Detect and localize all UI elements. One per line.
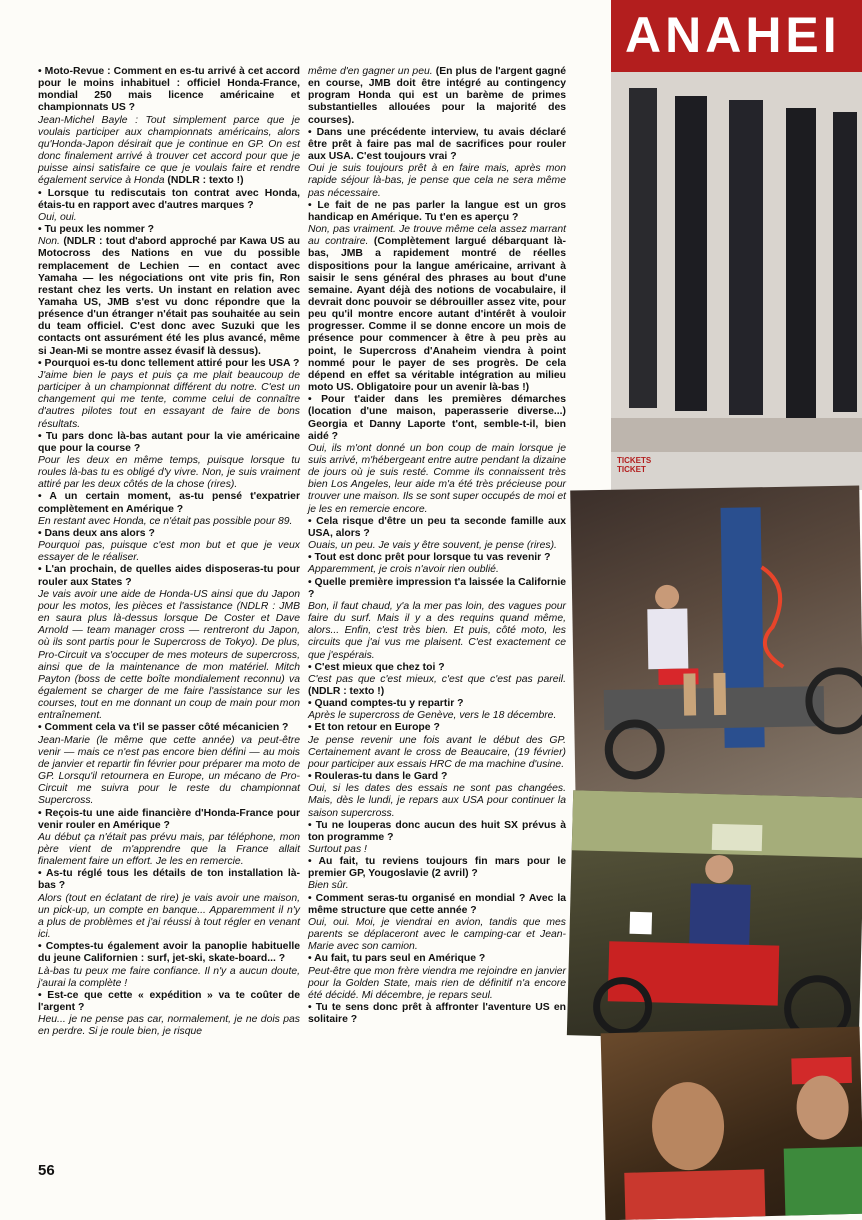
- interview-answer: [308, 710, 566, 722]
- paragraph-text: • C'est mieux que chez toi ?: [308, 661, 445, 673]
- interview-question: [308, 577, 566, 601]
- interview-answer: [38, 236, 300, 358]
- paragraph-text: • As-tu réglé tous les détails de ton installation là-bas ?: [38, 868, 300, 892]
- interview-question: [38, 564, 300, 588]
- interview-question: [308, 722, 566, 734]
- paragraph-text: • Reçois-tu une aide financière d'Honda-France pour venir rouler en Amérique ?: [38, 807, 300, 831]
- interview-answer: [38, 589, 300, 723]
- garage-scene-graphic: [567, 790, 862, 1043]
- paragraph-text: • Tout est donc prêt pour lorsque tu vas revenir ?: [308, 552, 551, 564]
- paragraph-text: Heu... je ne pense pas car, normalement, je ne dois pas en perdre. Si je roule bien, je risque: [38, 1014, 300, 1038]
- paragraph-text: • Quand comptes-tu y repartir ?: [308, 698, 464, 710]
- interview-question: [308, 856, 566, 880]
- paragraph-text: • Quelle première impression t'a laissée la Californie ?: [308, 576, 566, 600]
- interview-answer: [308, 844, 566, 856]
- paragraph-text: • Comptes-tu également avoir la panoplie habituelle du jeune Californien : surf, jet-ski, skate-board... ?: [38, 941, 300, 965]
- paragraph-text: Là-bas tu peux me faire confiance. Il n'y a aucun doute, j'aurai la complète !: [38, 965, 300, 989]
- paragraph-text: C'est pas que c'est mieux, c'est que c'est pas pareil.: [308, 673, 566, 685]
- interview-question: [38, 66, 300, 115]
- interview-answer: [38, 115, 300, 188]
- interview-answer: [38, 966, 300, 990]
- paragraph-text: • Pour t'aider dans les premières démarches (location d'une maison, paperasserie diverse...) Georgia et Danny Laporte t'ont, semble-t-il, bien aidé ?: [308, 394, 566, 442]
- interview-answer: [38, 540, 300, 564]
- paragraph-text: Non, pas vraiment. Je trouve même cela assez marrant au contraire.: [308, 224, 566, 248]
- paragraph-text: Je pense revenir une fois avant le début des GP. Certainement avant le cross de Beaucaire, (19 février) pour participer aux essais HRC de ma machine d'usine.: [308, 734, 566, 770]
- editor-note: (En plus de l'argent gagné en course, JMB doit être intégré au contingency program Honda qui est un barème de primes substantielles allouées pour la majorité des courses).: [308, 66, 566, 126]
- paragraph-text: Peut-être que mon frère viendra me rejoindre en janvier pour la Golden State, mais rien de définitif n'a encore été décidé. Mi décembre, je repars seul.: [308, 965, 566, 1001]
- editor-note: (NDLR : texto !): [308, 685, 385, 697]
- paragraph-text: même d'en gagner un peu.: [308, 66, 433, 77]
- interview-answer: [308, 966, 566, 1002]
- interview-question: [38, 990, 300, 1014]
- paragraph-text: • Tu ne louperas donc aucun des huit SX prévus à ton programme ?: [308, 819, 566, 843]
- paragraph-text: • Est-ce que cette « expédition » va te coûter de l'argent ?: [38, 989, 300, 1014]
- interview-question: [38, 431, 300, 455]
- interview-question: [308, 1002, 566, 1026]
- photo-two-riders-portrait: [601, 1027, 862, 1220]
- interview-answer: [38, 832, 300, 868]
- paragraph-text: Oui, oui. Moi, je viendrai en avion, tandis que mes parents se déplaceront avec le camping-car et Jean-Marie avec son camion.: [308, 916, 566, 953]
- paragraph-text: • Dans deux ans alors ?: [38, 527, 155, 539]
- paragraph-text: • Tu te sens donc prêt à affronter l'aventure US en solitaire ?: [308, 1002, 566, 1026]
- interview-answer: [38, 735, 300, 808]
- interview-answer: [38, 1014, 300, 1038]
- tickets-sign: TICKETS TICKET: [611, 452, 862, 490]
- paragraph-text: • Au fait, tu pars seul en Amérique ?: [308, 953, 486, 965]
- interview-answer: [308, 224, 566, 394]
- paragraph-text: • Comment seras-tu organisé en mondial ? Avec la même structure que cette année ?: [308, 892, 566, 916]
- paragraph-text: Bien sûr.: [308, 880, 349, 892]
- interview-answer: [308, 735, 566, 771]
- paragraph-text: Après le supercross de Genève, vers le 18 décembre.: [308, 710, 557, 722]
- paragraph-text: Ouais, un peu. Je vais y être souvent, je pense (rires).: [308, 540, 557, 552]
- interview-answer: [308, 540, 566, 552]
- interview-question: [38, 528, 300, 540]
- paragraph-text: Pour les deux en même temps, puisque lorsque tu roules là-bas tu es obligé d'y vivre. Non, je suis vraiment attiré par les deux côtés de la chose (rires).: [38, 455, 300, 491]
- interview-question: [38, 941, 300, 965]
- interview-answer: [308, 601, 566, 662]
- interview-answer: [308, 66, 566, 127]
- interview-answer: [38, 893, 300, 942]
- interview-answer: [308, 443, 566, 516]
- interview-answer: [308, 783, 566, 819]
- page-number: 56: [38, 1162, 55, 1179]
- interview-question: [308, 200, 566, 224]
- interview-question: [308, 698, 566, 710]
- interview-question: [38, 808, 300, 832]
- interview-answer: [308, 564, 566, 576]
- paragraph-text: Oui, si les dates des essais ne sont pas changées. Mais, dès le lundi, je repars aux USA pour continuer la saison supercross.: [308, 783, 566, 819]
- interview-question: [38, 224, 300, 236]
- portrait-scene-graphic: [601, 1027, 862, 1220]
- paragraph-text: Pourquoi pas, puisque c'est mon but et que je veux essayer de le réaliser.: [38, 540, 300, 564]
- building-facade-graphic: [611, 0, 862, 490]
- paragraph-text: Jean-Marie (le même que cette année) va peut-être venir — mais ce n'est pas encore bien défini — au mois de janvier et repartir fin février pour préparer ma moto de GP. Lorsqu'il retournera en Europe, un mécano de Pro-Circuit me suivra pour le reste du championnat Supercross.: [38, 734, 300, 807]
- trailer-scene-graphic: [570, 486, 862, 813]
- interview-question: [308, 662, 566, 674]
- paragraph-text: • Dans une précédente interview, tu avais déclaré être prêt à faire pas mal de sacrifices pour rouler aux USA. C'est toujours vrai ?: [308, 126, 566, 163]
- interview-question: [308, 394, 566, 443]
- interview-answer: [38, 455, 300, 491]
- interview-question: [38, 358, 300, 370]
- interview-question: [308, 552, 566, 564]
- photo-rider-on-trailer: [570, 486, 862, 813]
- paragraph-text: Oui, oui.: [38, 211, 77, 223]
- paragraph-text: • Comment cela va t'il se passer côté mécanicien ?: [38, 722, 289, 734]
- paragraph-text: • Et ton retour en Europe ?: [308, 722, 440, 734]
- paragraph-text: J'aime bien le pays et puis ça me plait beaucoup de participer à un championnat différent du notre. C'est un changement qui me tente, comme celui de connaître d'autres pilotes tout en essayant de faire de bons résultats.: [38, 369, 300, 430]
- paragraph-text: • Lorsque tu rediscutais ton contrat avec Honda, étais-tu en rapport avec d'autres marques ?: [38, 187, 300, 211]
- interview-answer: [308, 880, 566, 892]
- paragraph-text: • Pourquoi es-tu donc tellement attiré pour les USA ?: [38, 357, 300, 369]
- interview-question: [38, 188, 300, 212]
- paragraph-text: • Tu peux les nommer ?: [38, 224, 155, 236]
- paragraph-text: Oui je suis toujours prêt à en faire mais, après mon rapide séjour là-bas, je pense que cela ne sera même pas nécessaire.: [308, 163, 566, 199]
- paragraph-text: • Cela risque d'être un peu ta seconde famille aux USA, alors ?: [308, 515, 566, 539]
- paragraph-text: • Moto-Revue : Comment en es-tu arrivé à cet accord pour le moins inhabituel : officiel Honda-France, mondial 250 mais licence américaine et championnats US ?: [38, 66, 300, 114]
- paragraph-text: • Tu pars donc là-bas autant pour la vie américaine que pour la course ?: [38, 430, 300, 454]
- interview-question: [308, 953, 566, 965]
- interview-answer: [308, 674, 566, 698]
- paragraph-text: Au début ça n'était pas prévu mais, par téléphone, mon père vient de m'apprendre que la France allait finalement faire un effort. Je les en remercie.: [38, 831, 300, 868]
- interview-question: [308, 771, 566, 783]
- interview-answer: [38, 516, 300, 528]
- interview-question: [308, 516, 566, 540]
- interview-question: [308, 127, 566, 163]
- interview-answer: [308, 917, 566, 953]
- interview-answer: [38, 370, 300, 431]
- paragraph-text: • L'an prochain, de quelles aides disposeras-tu pour rouler aux States ?: [38, 564, 300, 588]
- interview-question: [308, 893, 566, 917]
- interview-question: [38, 868, 300, 892]
- article-column-left: [38, 66, 300, 1039]
- paragraph-text: • A un certain moment, as-tu pensé t'expatrier complètement en Amérique ?: [38, 491, 300, 515]
- paragraph-text: • Le fait de ne pas parler la langue est un gros handicap en Amérique. Tu t'en es aperçu ?: [308, 199, 566, 223]
- paragraph-text: Je vais avoir une aide de Honda-US ainsi que du Japon pour les motos, les pièces et l'assistance (NDLR : JMB en saura plus là-dessus lorsque De Coster et Dave Arnold — team manager cross — rentreront du Japon, où ils sont partis pour le Supercross de Tokyo). De plus, Pro-Circuit va s'occuper de mes moteurs de supercross, ainsi que de la maintenance de mon matériel. Mitch Payton (boss de cette boîte mondialement reconnu) va également se charger de me faire l'assistance sur les courses, tout en me donnant un coup de main pour mon entraînement.: [38, 588, 300, 722]
- photo-rider-with-bike: [567, 790, 862, 1043]
- paragraph-text: • Au fait, tu reviens toujours fin mars pour le premier GP, Yougoslavie (2 avril) ?: [308, 856, 566, 880]
- interview-question: [38, 722, 300, 734]
- interview-answer: [308, 163, 566, 199]
- paragraph-text: Bon, il faut chaud, y'a la mer pas loin, des vagues pour faire du surf. Mais il y a des requins quand même, alors... Enfin, c'est très bien. Et puis, côté moto, les circuits que j'ai vus me plaisent. C'est exactement ce que j'espérais.: [308, 600, 566, 661]
- interview-answer: [38, 212, 300, 224]
- paragraph-text: En restant avec Honda, ce n'était pas possible pour 89.: [38, 515, 293, 527]
- paragraph-text: • Rouleras-tu dans le Gard ?: [308, 771, 448, 783]
- interview-question: [38, 491, 300, 515]
- paragraph-text: Alors (tout en éclatant de rire) je vais avoir une maison, un pick-up, un compte en banque... Apparemment il n'y a plus de problèmes et j'ai réussi à tout régler en venant ici.: [38, 892, 300, 941]
- photo-anaheim-building: [611, 0, 862, 490]
- paragraph-text: Apparemment, je crois n'avoir rien oublié.: [308, 564, 499, 576]
- editor-note: (NDLR : tout d'abord approché par Kawa US au Motocross des Nations en vue du possible remplacement de Lechien — en contact avec Yamaha — les négociations ont vite pris fin, Ron restant chez les verts. Un instant en relation avec Yamaha US, JMB s'est vu donc répondre que la présence d'un étranger n'était pas souhaitée au sein du team officiel. C'est donc avec Suzuki que les contacts ont assurément été les plus avancé, même si Jean-Mi se montre assez évasif là dessus).: [38, 236, 300, 357]
- paragraph-text: Surtout pas !: [308, 844, 367, 855]
- paragraph-text: Oui, ils m'ont donné un bon coup de main lorsque je suis arrivé, m'hébergeant entre autre pendant la dizaine de jours où je suis resté. Comme ils connaissent très bien Los Angeles, leur aide m'a été très précieuse pour trouver une maison. Ils se sont super occupés de moi et je les en remercie encore.: [308, 442, 566, 515]
- editor-note: (Complètement largué débarquant là-bas, JMB a rapidement montré de réelles dispositions pour la langue américaine, arrivant à saisir le sens général des phrases au bout d'une semaine. Ayant déjà des notions de vocabulaire, il devrait donc pouvoir se débrouiller assez vite, pour peu qu'il montre encore autant d'intérêt à vouloir progresser. Comme il se donne encore un mois de présence pour commencer à être à peu près au point, le Supercross d'Anaheim viendra à point nommé pour le payer de ses progrès. De cela dépend en effet sa véritable intégration au milieu moto US. Obligatoire pour un avenir là-bas !): [308, 236, 567, 394]
- editor-note: (NDLR : texto !): [164, 175, 244, 187]
- anaheim-sign: ANAHEI: [611, 0, 862, 72]
- article-column-right: [308, 66, 566, 1026]
- paragraph-text: Jean-Michel Bayle : Tout simplement parce que je voulais participer aux championnats américains, alors qu'Honda-Japon désirait que je continue en GP. On est donc finalement arrivé à trouver cet accord pour que je puisse ainsi satisfaire ce que je voulais faire et rendre également service à Honda: [38, 114, 300, 187]
- paragraph-text: Non.: [38, 236, 60, 248]
- interview-question: [308, 820, 566, 844]
